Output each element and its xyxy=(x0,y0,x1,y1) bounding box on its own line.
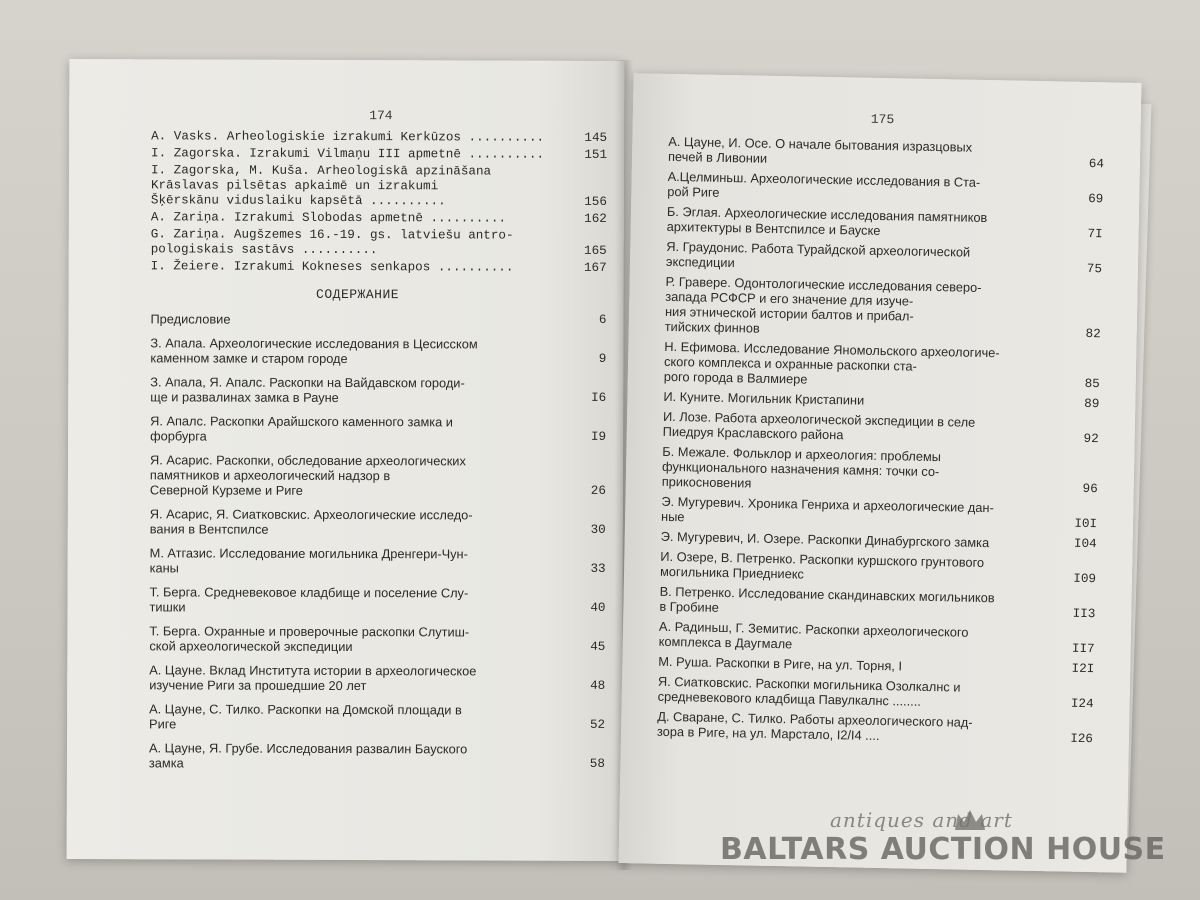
toc-entry xyxy=(150,374,610,406)
toc-entry xyxy=(150,506,610,538)
toc-entry-title: И. Куните. Могильник Кристапини xyxy=(663,388,865,408)
toc-entry-page: 85 xyxy=(1084,376,1100,392)
toc-entry xyxy=(664,339,1105,392)
toc-entry-title: Б. Эглая. Археологические исследования памятников архитектуры в Вентспилсе и Бауске xyxy=(666,203,988,238)
toc-entry xyxy=(149,584,609,616)
toc-entry-title: З. Апала. Археологические исследования в Цесисском каменном замке и старом городе xyxy=(150,335,478,367)
contents-heading: СОДЕРЖАНИЕ xyxy=(316,286,400,303)
toc-entry-title: М. Атгазис. Исследование могильника Дренгери-Чун- каны xyxy=(149,545,468,576)
toc-entry xyxy=(667,204,1107,242)
toc-entry-page: 151 xyxy=(584,147,608,162)
toc-entry xyxy=(151,146,611,163)
toc-entry xyxy=(666,239,1106,277)
toc-entry-page: 96 xyxy=(1082,481,1098,497)
toc-entry xyxy=(150,545,610,577)
toc-entry xyxy=(151,129,611,146)
toc-entry-page: II3 xyxy=(1072,606,1096,622)
toc-entry-title: З. Апала, Я. Апалс. Раскопки на Вайдавском городи- ще и развалинах замка в Рауне xyxy=(150,374,465,405)
toc-entry-title: G. Zariņa. Augšzemes 16.-19. gs. latviešu antro- pologiskais sastāvs .......... xyxy=(150,227,514,258)
toc-entry-title: A. Vasks. Arheologiskie izrakumi Kerkūzos .......... xyxy=(151,129,545,145)
toc-entry-page: I2I xyxy=(1071,661,1095,677)
toc-entry xyxy=(151,210,611,227)
toc-entry-page: 26 xyxy=(590,483,606,498)
toc-entry-title: Т. Берга. Средневековое кладбище и поселение Слу- тишки xyxy=(149,584,469,615)
toc-entry xyxy=(668,134,1108,172)
watermark xyxy=(720,808,1166,878)
page-number: 174 xyxy=(369,108,393,124)
toc-entry-page: I6 xyxy=(591,390,607,405)
toc-entry-page: 162 xyxy=(584,211,607,226)
toc-entry-page: 30 xyxy=(590,522,606,537)
toc-entry-page: 165 xyxy=(584,243,607,258)
toc-entry-title: А. Цауне, И. Осе. О начале бытования изразцовых печей в Ливонии xyxy=(667,133,973,166)
toc-entry-page: I0I xyxy=(1074,516,1098,532)
toc-entry-page: 167 xyxy=(583,260,607,275)
toc-entry-page: 40 xyxy=(590,600,606,615)
toc-entry-title: В. Петренко. Исследование скандинавских могильников в Гробине xyxy=(659,583,995,615)
toc-entry xyxy=(150,335,610,367)
toc-entry-title: А.Целминьш. Археологические исследования в Ста- рой Риге xyxy=(667,168,981,200)
toc-entry-title: Предисловие xyxy=(150,311,231,327)
toc-entry-title: М. Руша. Раскопки в Риге, на ул. Торня, I xyxy=(658,653,903,674)
toc-entry-page: 58 xyxy=(589,756,605,771)
toc-entry-title: Я. Асарис, Я. Сиатковскис. Археологические исследо- вания в Вентспилсе xyxy=(149,506,473,537)
toc-entry-page: 9 xyxy=(598,351,607,366)
toc-entry xyxy=(659,584,1099,622)
toc-entry xyxy=(150,452,610,499)
toc-entry xyxy=(149,740,609,772)
right-page xyxy=(618,73,1141,873)
toc-entry-title: И. Лозе. Работа археологической экспедиции в селе Пиедруя Краславского района xyxy=(662,408,976,443)
table-of-contents xyxy=(657,134,1109,752)
toc-entry-title: I. Zagorska, M. Kuša. Arheologiskā apzināšana Krāslavas pilsētas apkaimē un izrakumi Šķērskānu viduslaiku kapsētā .......... xyxy=(150,163,492,209)
toc-entry-page: 52 xyxy=(589,717,606,732)
toc-entry-title: А. Цауне, Я. Грубе. Исследования развалин Бауского замка xyxy=(148,740,468,771)
toc-entry-page: 6 xyxy=(598,312,607,327)
russian-entries xyxy=(149,311,611,772)
russian-entries xyxy=(657,134,1109,747)
toc-entry-title: Н. Ефимова. Исследование Яномольского археологиче- ского комплекса и охранные раскопки ста- рого города в Валмиере xyxy=(663,338,1000,387)
toc-entry xyxy=(661,529,1101,552)
toc-entry-page: 75 xyxy=(1086,261,1103,277)
toc-entry xyxy=(661,494,1101,532)
toc-entry-title: А. Цауне, С. Тилко. Раскопки на Домской площади в Риге xyxy=(149,701,462,732)
toc-entry-page: 145 xyxy=(584,130,608,145)
toc-entry-title: I. Žeiere. Izrakumi Kokneses senkapos .......... xyxy=(150,259,514,275)
toc-entry-page: 89 xyxy=(1084,396,1100,412)
toc-entry xyxy=(663,409,1103,447)
toc-entry-page: 92 xyxy=(1083,431,1099,447)
toc-entry xyxy=(658,674,1098,712)
left-page xyxy=(67,59,625,861)
toc-entry xyxy=(667,169,1107,207)
toc-entry xyxy=(149,701,609,733)
toc-entry xyxy=(151,163,611,210)
toc-entry xyxy=(151,259,611,276)
toc-entry-page: I09 xyxy=(1073,571,1097,587)
toc-entry-title: А. Радиньш, Г. Земитис. Раскопки археологического комплекса в Даугмале xyxy=(658,618,969,652)
watermark-name: BALTARS AUCTION HOUSE xyxy=(720,832,1166,867)
toc-entry-title: Я. Граудонис. Работа Турайдской археологической экспедиции xyxy=(665,238,971,271)
toc-entry-title: Т. Берга. Охранные и проверочные раскопки Слутиш- ской археологической экспедиции xyxy=(149,623,470,655)
table-of-contents xyxy=(149,129,611,781)
toc-entry-page: I9 xyxy=(590,429,607,444)
toc-entry xyxy=(151,227,611,259)
toc-entry-page: II7 xyxy=(1071,641,1095,657)
toc-entry-title: Я. Сиатковскис. Раскопки могильника Озолкалнс и средневекового кладбища Павулкалнс ........ xyxy=(657,673,961,709)
toc-entry-page: 48 xyxy=(590,678,606,693)
toc-entry xyxy=(150,413,610,445)
toc-entry-title: А. Цауне. Вклад Института истории в археологическое изучение Риги за прошедшие 20 лет xyxy=(149,662,477,694)
latvian-entries xyxy=(151,129,612,276)
toc-entry xyxy=(662,444,1103,497)
toc-entry xyxy=(663,389,1103,412)
toc-entry-title: И. Озере, В. Петренко. Раскопки куршского грунтового могильника Приедниекс xyxy=(659,548,985,582)
toc-entry-page: I24 xyxy=(1070,696,1094,712)
toc-entry-title: Я. Асарис. Раскопки, обследование археологических памятников и археологический надзор в Северной Курземе и Риге xyxy=(149,452,466,498)
toc-entry xyxy=(665,274,1106,342)
toc-entry xyxy=(149,662,609,694)
toc-entry xyxy=(657,709,1097,747)
toc-entry xyxy=(149,623,609,655)
toc-entry xyxy=(150,311,610,328)
toc-entry-page: 69 xyxy=(1088,191,1104,207)
toc-entry-page: I04 xyxy=(1073,536,1097,552)
toc-entry-title: Э. Мугуревич. Хроника Генриха и археологические дан- ные xyxy=(660,493,994,525)
toc-entry-title: Б. Межале. Фольклор и археология: проблемы функционального назначения камня: точки со- прикосновения xyxy=(661,443,942,491)
watermark-tagline: antiques and art xyxy=(830,808,1013,832)
toc-entry-title: A. Zariņa. Izrakumi Slobodas apmetnē .......... xyxy=(150,210,507,226)
toc-entry-page: 45 xyxy=(590,639,606,654)
toc-entry xyxy=(659,619,1099,657)
toc-entry-page: 156 xyxy=(584,194,607,209)
toc-entry-title: Д. Сваране, С. Тилко. Работы археологического над- зора в Риге, на ул. Марстало, I2/I4 .... xyxy=(656,708,973,744)
toc-entry-title: I. Zagorska. Izrakumi Vilmaņu III apmetnē .......... xyxy=(151,146,545,162)
toc-entry xyxy=(660,549,1100,587)
toc-entry-page: 33 xyxy=(590,561,606,576)
toc-entry-page: 64 xyxy=(1088,156,1105,172)
toc-entry-page: I26 xyxy=(1070,731,1094,747)
toc-entry-page: 7I xyxy=(1087,226,1103,242)
page-number: 175 xyxy=(870,111,895,128)
toc-entry xyxy=(658,654,1098,677)
toc-entry-title: Р. Гравере. Одонтологические исследования северо- запада РСФСР и его значение для изуче- ния этнической истории балтов и прибал- тийских финнов xyxy=(664,273,982,336)
toc-entry-title: Э. Мугуревич, И. Озере. Раскопки Динабургского замка xyxy=(660,528,990,551)
toc-entry-page: 82 xyxy=(1085,326,1101,342)
toc-entry-title: Я. Апалс. Раскопки Арайшского каменного замка и форбурга xyxy=(150,413,454,444)
